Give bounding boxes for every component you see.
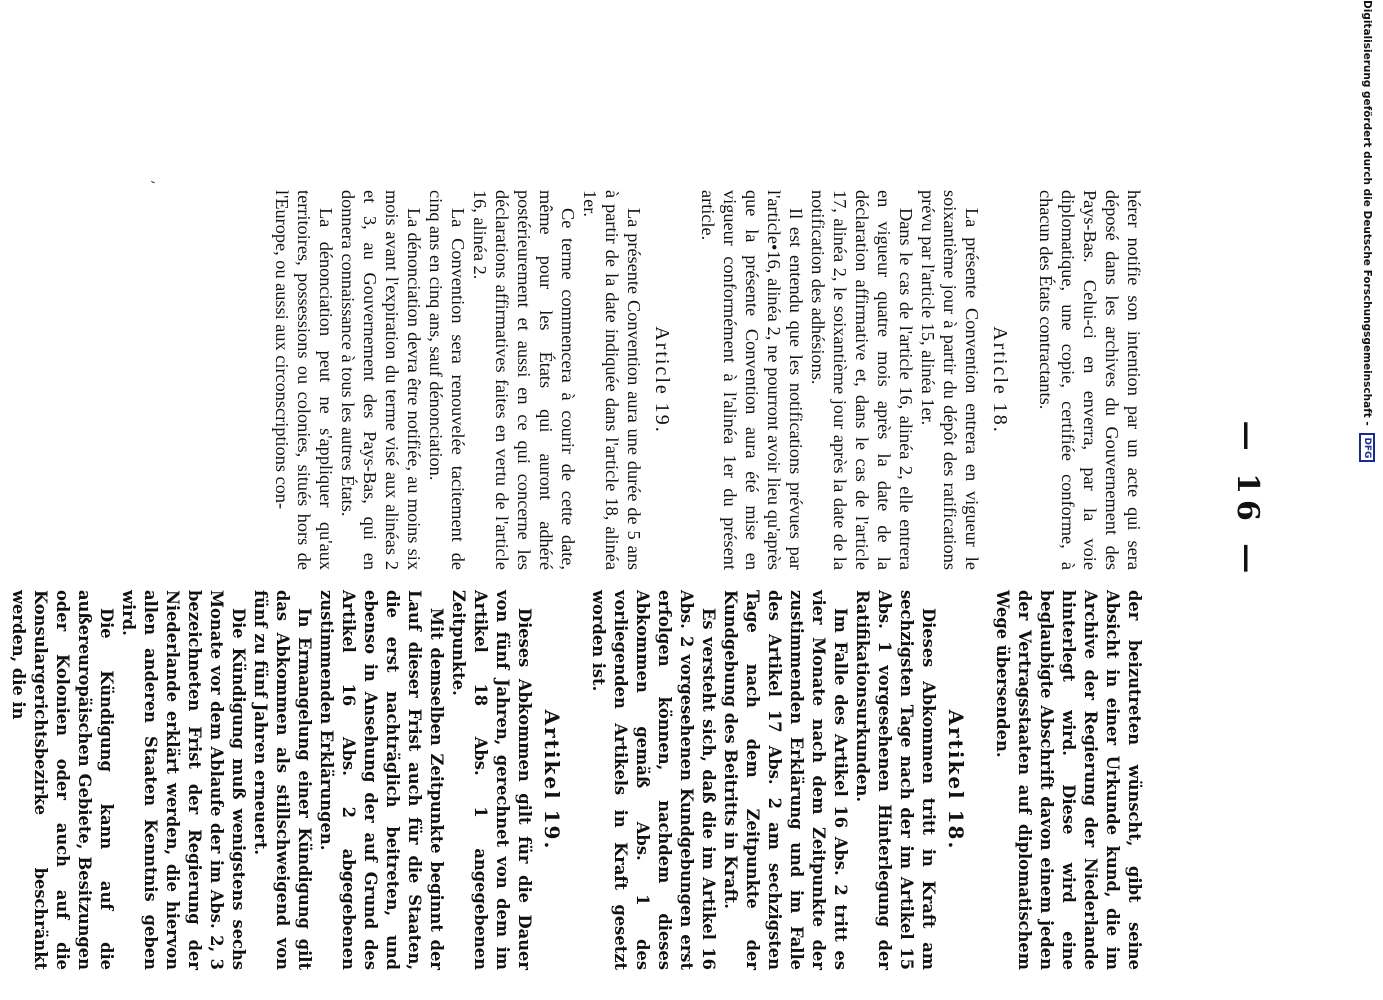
paragraph: Im Falle des Artikel 16 Abs. 2 tritt es vier Monate nach dem Zeitpunkte der zustimmenden Erklärung und im Falle des Artikel 17 Abs. 2 am sechzigsten Tage nach dem Zeitpunkte der Kundgebung des Beitritts in Kraft.: [721, 590, 850, 970]
paragraph: Ce terme commencera à courir de cette date, même pour les États qui auront adhéré postérieurement et aussi en ce qui concerne les déclarations affirmatives faites en vertu de l'article 16, alinéa 2.: [470, 190, 578, 570]
footer-credit: [1359, 0, 1375, 462]
paragraph: Mit demselben Zeitpunkte beginnt der Lauf dieser Frist auch für die Staaten, die erst nachträglich beitreten, und ebenso in Ansehung der auf Grund des Artikel 16 Abs. 2 abgegebenen zustimmenden Erklärungen.: [317, 590, 446, 970]
page-number: — 16 —: [1230, 420, 1265, 580]
paragraph: La dénonciation devra être notifiée, au moins six mois avant l'expiration du terme visé aux alinéas 2 et 3, au Gouvernement des Pays-Bas, qui en donnera connaissance à tous les autres États.: [338, 190, 424, 570]
paragraph: Dieses Abkommen gilt für die Dauer von fünf Jahren, gerechnet von dem im Artikel 18 Abs. 1 angegebenen Zeitpunkte.: [449, 590, 534, 970]
article-19-heading-de: Artikel 19.: [540, 709, 564, 851]
paragraph: La dénonciation peut ne s'appliquer qu'aux territoires, possessions ou colonies, situés hors de l'Europe, ou aussi aux circonscriptions con-: [272, 190, 336, 570]
footer-credit-text: Digitalisierung gefördert durch die Deutsche Forschungsgemeinschaft -: [1361, 0, 1373, 426]
paragraph: Die Kündigung kann auf die außereuropäischen Gebiete, Besitzungen oder Kolonien oder auch auf die Konsulargerichtsbezirke beschränkt werden, die in: [9, 590, 116, 970]
paragraph: Die Kündigung muß wenigstens sechs Monate vor dem Ablaufe der im Abs. 2, 3 bezeichneten Frist der Regierung der Niederlande erklärt werden, die hiervon allen anderen Staaten Kenntnis geben wird.: [119, 590, 248, 970]
article-18-heading-de: Artikel 18.: [944, 709, 968, 851]
paragraph: der beizutreten wünscht, gibt seine Absicht in einer Urkunde kund, die im Archive der Regierung der Niederlande hinterlegt wird. Diese wird eine beglaubigte Abschrift davon einem jeden der Vertragsstaaten auf diplomatischem Wege übersenden.: [993, 590, 1144, 970]
paragraph: La présente Convention entrera en vigueur le soixantième jour à partir du dépôt des ratifications prévu par l'article 15, alinéa 1er.: [918, 190, 982, 570]
paragraph: Dieses Abkommen tritt in Kraft am sechzigsten Tage nach der im Artikel 15 Abs. 1 vorgesehenen Hinterlegung der Ratifikationsurkunden.: [853, 590, 938, 970]
article-19-heading-fr: Article 19.: [651, 326, 673, 434]
dfg-logo: DFG: [1359, 433, 1375, 462]
paragraph: La présente Convention aura une durée de 5 ans à partir de la date indiquée dans l'article 18, alinéa 1er.: [580, 190, 644, 570]
margin-mark: ‚: [149, 180, 165, 185]
paragraph: hérer notifie son intention par un acte qui sera déposé dans les archives du Gouvernement des Pays-Bas. Celui-ci en enverra, par la voie diplomatique, une copie, certifiée conforme, à chacun des États contractants.: [1036, 190, 1144, 570]
paragraph: Il est entendu que les notifications prévues par l'article•16, alinéa 2, ne pourront avoir lieu qu'après que la présente Convention aura été mise en vigueur conformément à l'alinéa 1er du présent article.: [698, 190, 806, 570]
german-column: [7, 590, 1145, 970]
paragraph: La Convention sera renouvelée tacitement de cinq ans en cinq ans, sauf dénonciation.: [426, 190, 468, 570]
paragraph: In Ermangelung einer Kündigung gilt das Abkommen als stillschweigend von fünf zu fünf Jahren erneuert.: [251, 590, 314, 970]
article-18-heading-fr: Article 18.: [989, 326, 1011, 434]
french-column: [271, 190, 1145, 570]
paragraph: Es versteht sich, daß die im Artikel 16 Abs. 2 vorgesehenen Kundgebungen erst erfolgen können, nachdem dieses Abkommen gemäß Abs. 1 des vorliegenden Artikels in Kraft gesetzt worden ist.: [589, 590, 718, 970]
paragraph: Dans le cas de l'article 16, alinéa 2, elle entrera en vigueur quatre mois après la date de la déclaration affirmative et, dans le cas de l'article 17, alinéa 2, le soixantième jour après la date de la notification des adhésions.: [808, 190, 916, 570]
